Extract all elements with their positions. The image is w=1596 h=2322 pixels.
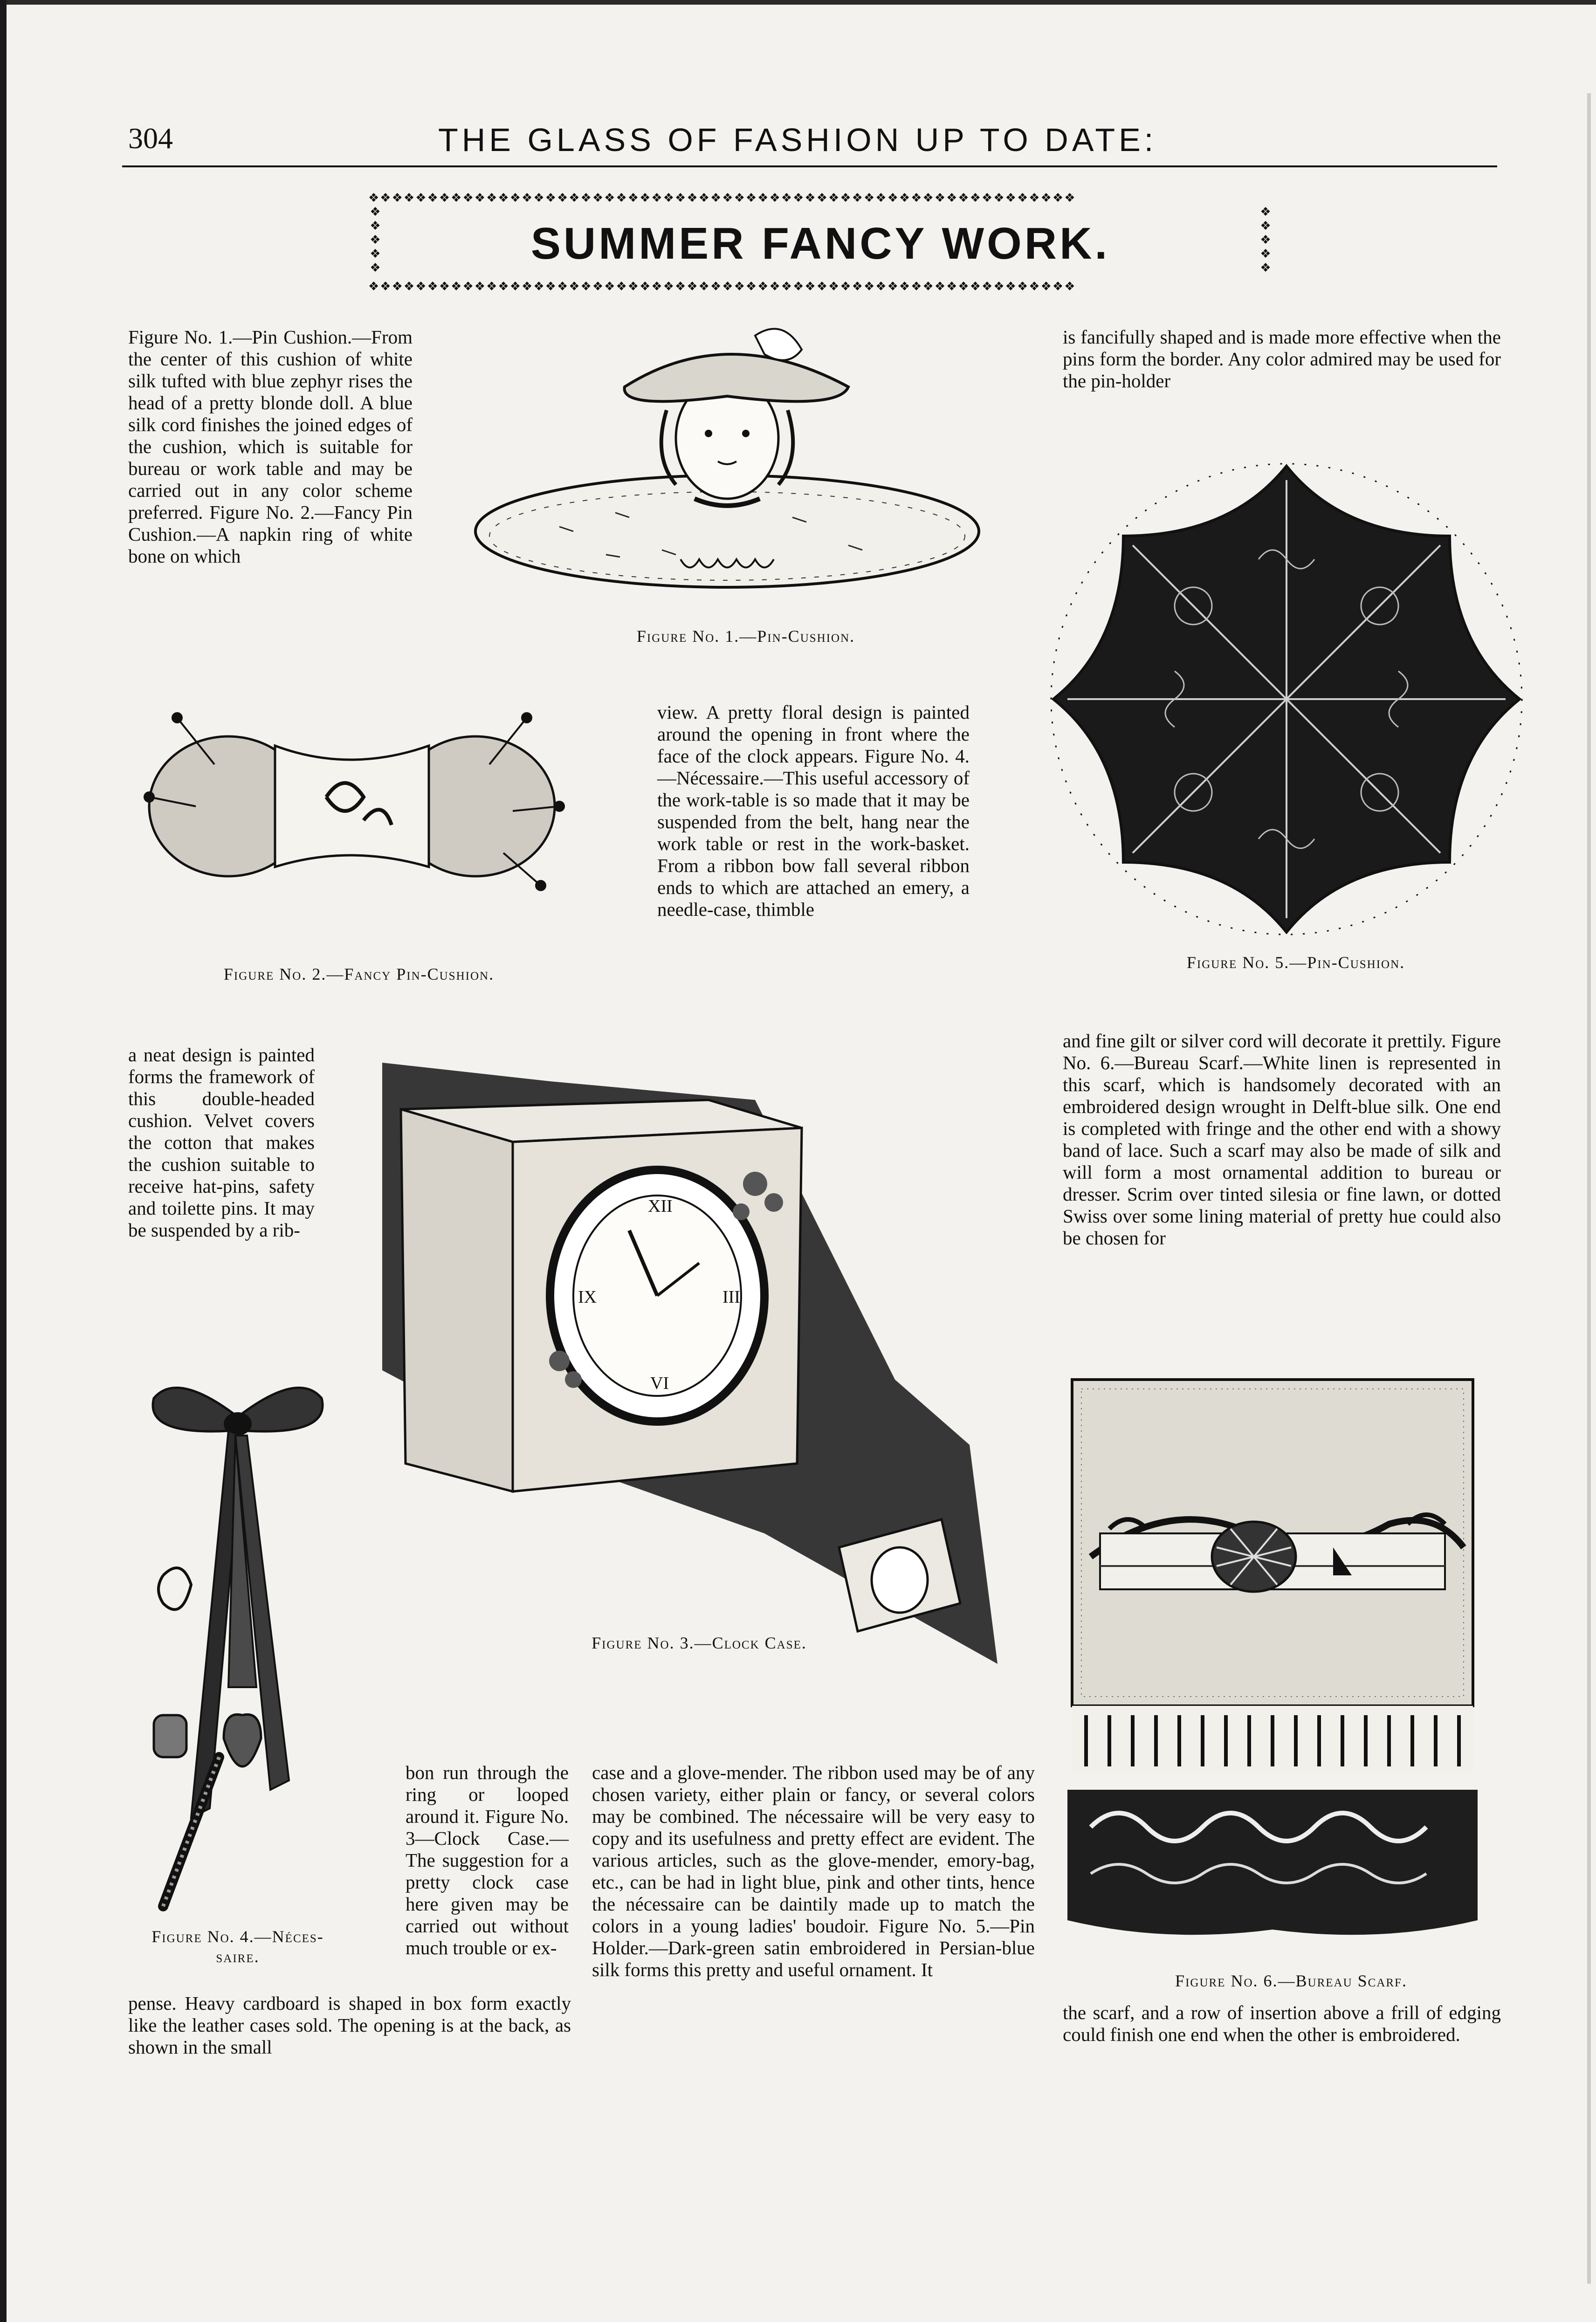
- figure-4-caption-line2: saire.: [216, 1947, 260, 1966]
- figure-5-caption: Figure No. 5.—Pin-Cushion.: [1186, 953, 1405, 972]
- text-col3-mid: and fine gilt or silver cord will decorate it prettily. Figure No. 6.—Bureau Scarf.—White linen is represented in this scarf, which is handsomely decorated with an embroidered design wrought in Delft-blue silk. One end is completed with fringe and the other end with a showy band of lace. Such a scarf may also be made of silk and will form a most ornamental addition to bureau or dresser. Scrim over tinted silesia or fine lawn, or dotted Swiss over some lining material of pretty hue could also be chosen for: [1063, 1030, 1501, 1249]
- figure-1-caption: Figure No. 1.—Pin-Cushion.: [636, 627, 855, 646]
- page-number: 304: [128, 122, 173, 155]
- running-title: THE GLASS OF FASHION UP TO DATE:: [438, 122, 1157, 158]
- svg-text:XII: XII: [648, 1196, 673, 1216]
- star-pin-cushion-icon: [1025, 452, 1548, 946]
- ornament-border-left: ❖ ❖ ❖ ❖ ❖: [370, 205, 381, 275]
- pin-cushion-doll-icon: [466, 317, 1016, 634]
- bureau-scarf-icon: [1053, 1370, 1492, 1958]
- double-headed-pin-cushion-icon: [121, 690, 578, 951]
- svg-text:III: III: [722, 1287, 740, 1307]
- header-rule: [122, 165, 1497, 167]
- text-col1-mid: a neat design is painted forms the framework of this double-headed cushion. Velvet covers the cotton that makes the cushion suitable to receive hat-pins, safety and toilette pins. It may be suspended by a rib-: [128, 1044, 315, 1241]
- svg-text:IX: IX: [578, 1287, 597, 1307]
- text-col2-bottom: case and a glove-mender. The ribbon used may be of any chosen variety, either plain or fancy, or several colors may be combined. The nécessaire will be very easy to copy and its usefulness and pretty effect are evident. The various articles, such as the glove-mender, emory-bag, etc., can be had in light blue, pink and other tints, hence the nécessaire can be daintily made up to match the colors in a young ladies' boudoir. Figure No. 5.—Pin Holder.—Dark-green satin embroidered in Persian-blue silk forms this pretty and useful ornament. It: [592, 1762, 1035, 1980]
- figure-2-caption: Figure No. 2.—Fancy Pin-Cushion.: [223, 965, 495, 983]
- svg-text:VI: VI: [650, 1374, 669, 1393]
- text-col1-bottom-wide: pense. Heavy cardboard is shaped in box form exactly like the leather cases sold. The opening is at the back, as shown in the small: [128, 1992, 571, 2058]
- section-title: SUMMER FANCY WORK.: [530, 219, 1110, 268]
- necessaire-ribbon-icon: [135, 1361, 340, 1920]
- ornament-border-bottom: ❖❖❖❖❖❖❖❖❖❖❖❖❖❖❖❖❖❖❖❖❖❖❖❖❖❖❖❖❖❖❖❖❖❖❖❖❖❖❖❖❖❖❖❖❖❖❖❖❖❖❖❖❖❖❖❖❖❖❖❖: [368, 280, 1076, 293]
- section-banner: [368, 191, 1273, 294]
- figure-3-caption: Figure No. 3.—Clock Case.: [592, 1634, 807, 1652]
- page-top-edge: [0, 0, 1596, 5]
- page-left-edge: [0, 0, 7, 2322]
- text-col1-bottom-narrow: bon run through the ring or looped around it. Figure No. 3—Clock Case.—The suggestion for a pretty clock case here given may be carried out without much trouble or ex-: [406, 1762, 569, 1958]
- clock-case-icon: [354, 1044, 998, 1664]
- text-col1-top: Figure No. 1.—Pin Cushion.—From the center of this cushion of white silk tufted with blue zephyr rises the head of a pretty blonde doll. A blue silk cord finishes the joined edges of the cushion, which is suitable for bureau or work table and may be carried out in any color scheme preferred. Figure No. 2.—Fancy Pin Cushion.—A napkin ring of white bone on which: [128, 326, 413, 567]
- text-col2-mid: view. A pretty floral design is painted around the opening in front where the face of the clock appears. Figure No. 4.—Nécessaire.—This useful accessory of the work-table is so made that it may be suspended from the belt, hang near the work table or rest in the work-basket. From a ribbon bow fall several ribbon ends to which are attached an emery, a needle-case, thimble: [657, 701, 970, 920]
- ornament-border-right: ❖ ❖ ❖ ❖ ❖: [1260, 205, 1271, 275]
- figure-4-caption-line1: Figure No. 4.—Néces-: [151, 1927, 324, 1946]
- ornament-border-top: ❖❖❖❖❖❖❖❖❖❖❖❖❖❖❖❖❖❖❖❖❖❖❖❖❖❖❖❖❖❖❖❖❖❖❖❖❖❖❖❖❖❖❖❖❖❖❖❖❖❖❖❖❖❖❖❖❖❖❖❖: [368, 191, 1076, 205]
- text-col3-top: is fancifully shaped and is made more effective when the pins form the border. Any color admired may be used for the pin-holder: [1063, 326, 1501, 392]
- figure-6-caption: Figure No. 6.—Bureau Scarf.: [1175, 1972, 1407, 1990]
- text-col3-bottom: the scarf, and a row of insertion above a frill of edging could finish one end when the other is embroidered.: [1063, 2002, 1501, 2045]
- page-right-edge: [1587, 93, 1591, 2284]
